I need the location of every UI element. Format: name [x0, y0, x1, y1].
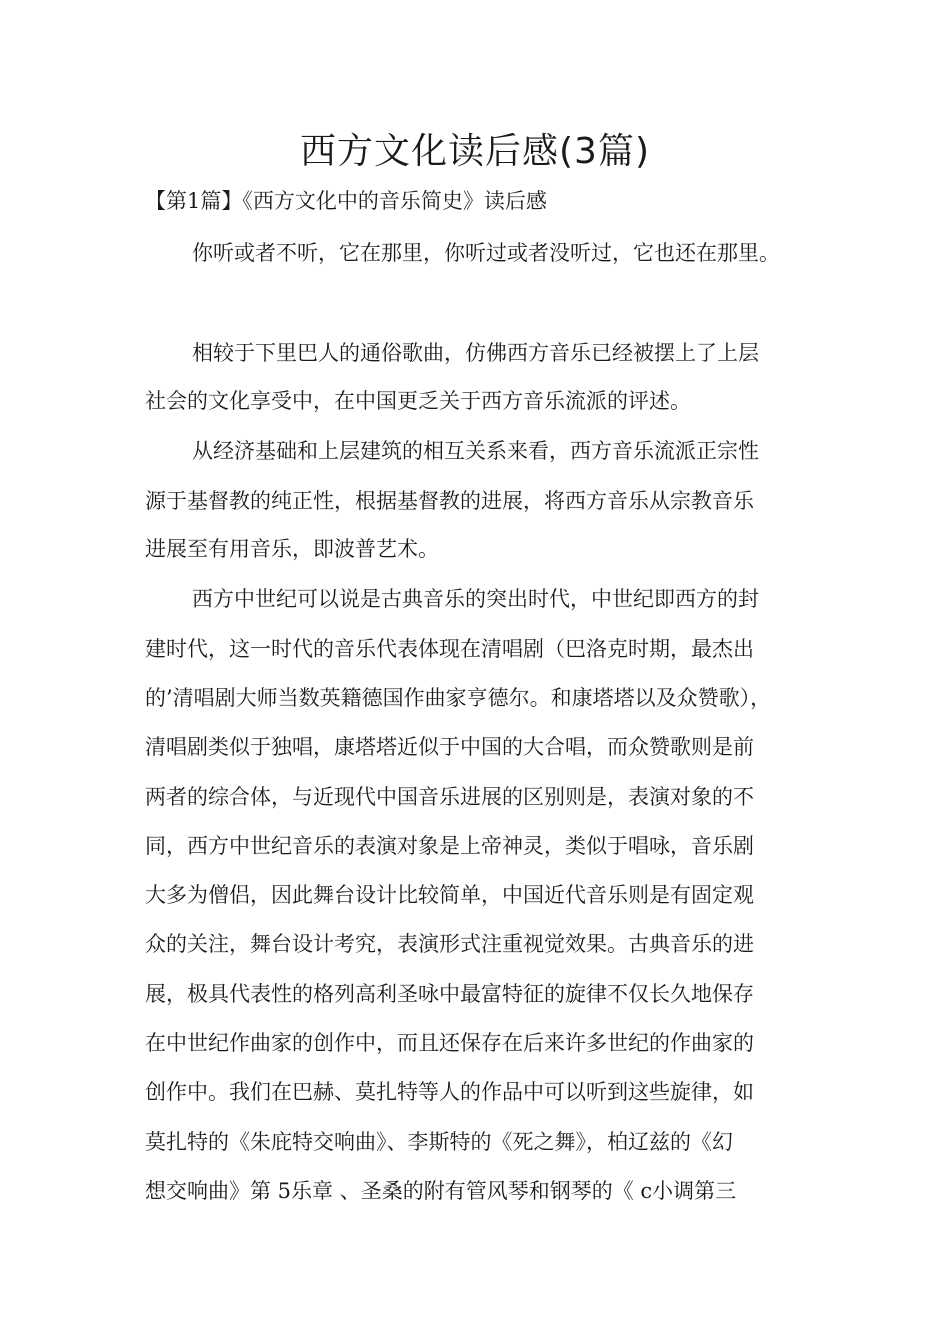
paragraph-line: 莫扎特的《朱庇特交响曲》、李斯特的《死之舞》，柏辽兹的《幻	[145, 1130, 733, 1154]
paragraph-line: 从经济基础和上层建筑的相互关系来看，西方音乐流派正宗性	[192, 439, 759, 463]
paragraph-line: 进展至有用音乐，即波普艺术。	[145, 537, 439, 561]
paragraph-line: 在中世纪作曲家的创作中，而且还保存在后来许多世纪的作曲家的	[145, 1031, 754, 1055]
document-title: 西方文化读后感(3篇)	[300, 131, 650, 172]
paragraph-line: 源于基督教的纯正性，根据基督教的进展，将西方音乐从宗教音乐	[145, 489, 754, 513]
paragraph-line: 社会的文化享受中，在中国更乏关于西方音乐流派的评述。	[145, 389, 691, 413]
paragraph-line: 想交响曲》第 5乐章 、圣桑的附有管风琴和钢琴的《 c小调第三	[145, 1179, 737, 1203]
section-heading: 【第1篇】《西方文化中的音乐简史》读后感	[145, 189, 547, 213]
paragraph-line: 展，极具代表性的格列高利圣咏中最富特征的旋律不仅长久地保存	[145, 982, 754, 1006]
paragraph-line: 相较于下里巴人的通俗歌曲，仿佛西方音乐已经被摆上了上层	[192, 341, 759, 365]
paragraph-line: 创作中。我们在巴赫、莫扎特等人的作品中可以听到这些旋律，如	[145, 1080, 754, 1104]
paragraph-line: 你听或者不听，它在那里，你听过或者没听过，它也还在那里。	[192, 241, 780, 265]
paragraph-line: 大多为僧侣，因此舞台设计比较简单，中国近代音乐则是有固定观	[145, 883, 754, 907]
paragraph-line: 两者的综合体，与近现代中国音乐进展的区别则是，表演对象的不	[145, 785, 754, 809]
paragraph-line: 西方中世纪可以说是古典音乐的突出时代，中世纪即西方的封	[192, 587, 759, 611]
paragraph-line: 建时代，这一时代的音乐代表体现在清唱剧（巴洛克时期，最杰出	[145, 637, 754, 661]
paragraph-line: 的’清唱剧大师当数英籍德国作曲家亨德尔。和康塔塔以及众赞歌），	[145, 686, 772, 710]
paragraph-line: 同，西方中世纪音乐的表演对象是上帝神灵，类似于唱咏，音乐剧	[145, 834, 754, 858]
paragraph-line: 清唱剧类似于独唱，康塔塔近似于中国的大合唱，而众赞歌则是前	[145, 735, 754, 759]
paragraph-line: 众的关注，舞台设计考究，表演形式注重视觉效果。古典音乐的进	[145, 932, 754, 956]
